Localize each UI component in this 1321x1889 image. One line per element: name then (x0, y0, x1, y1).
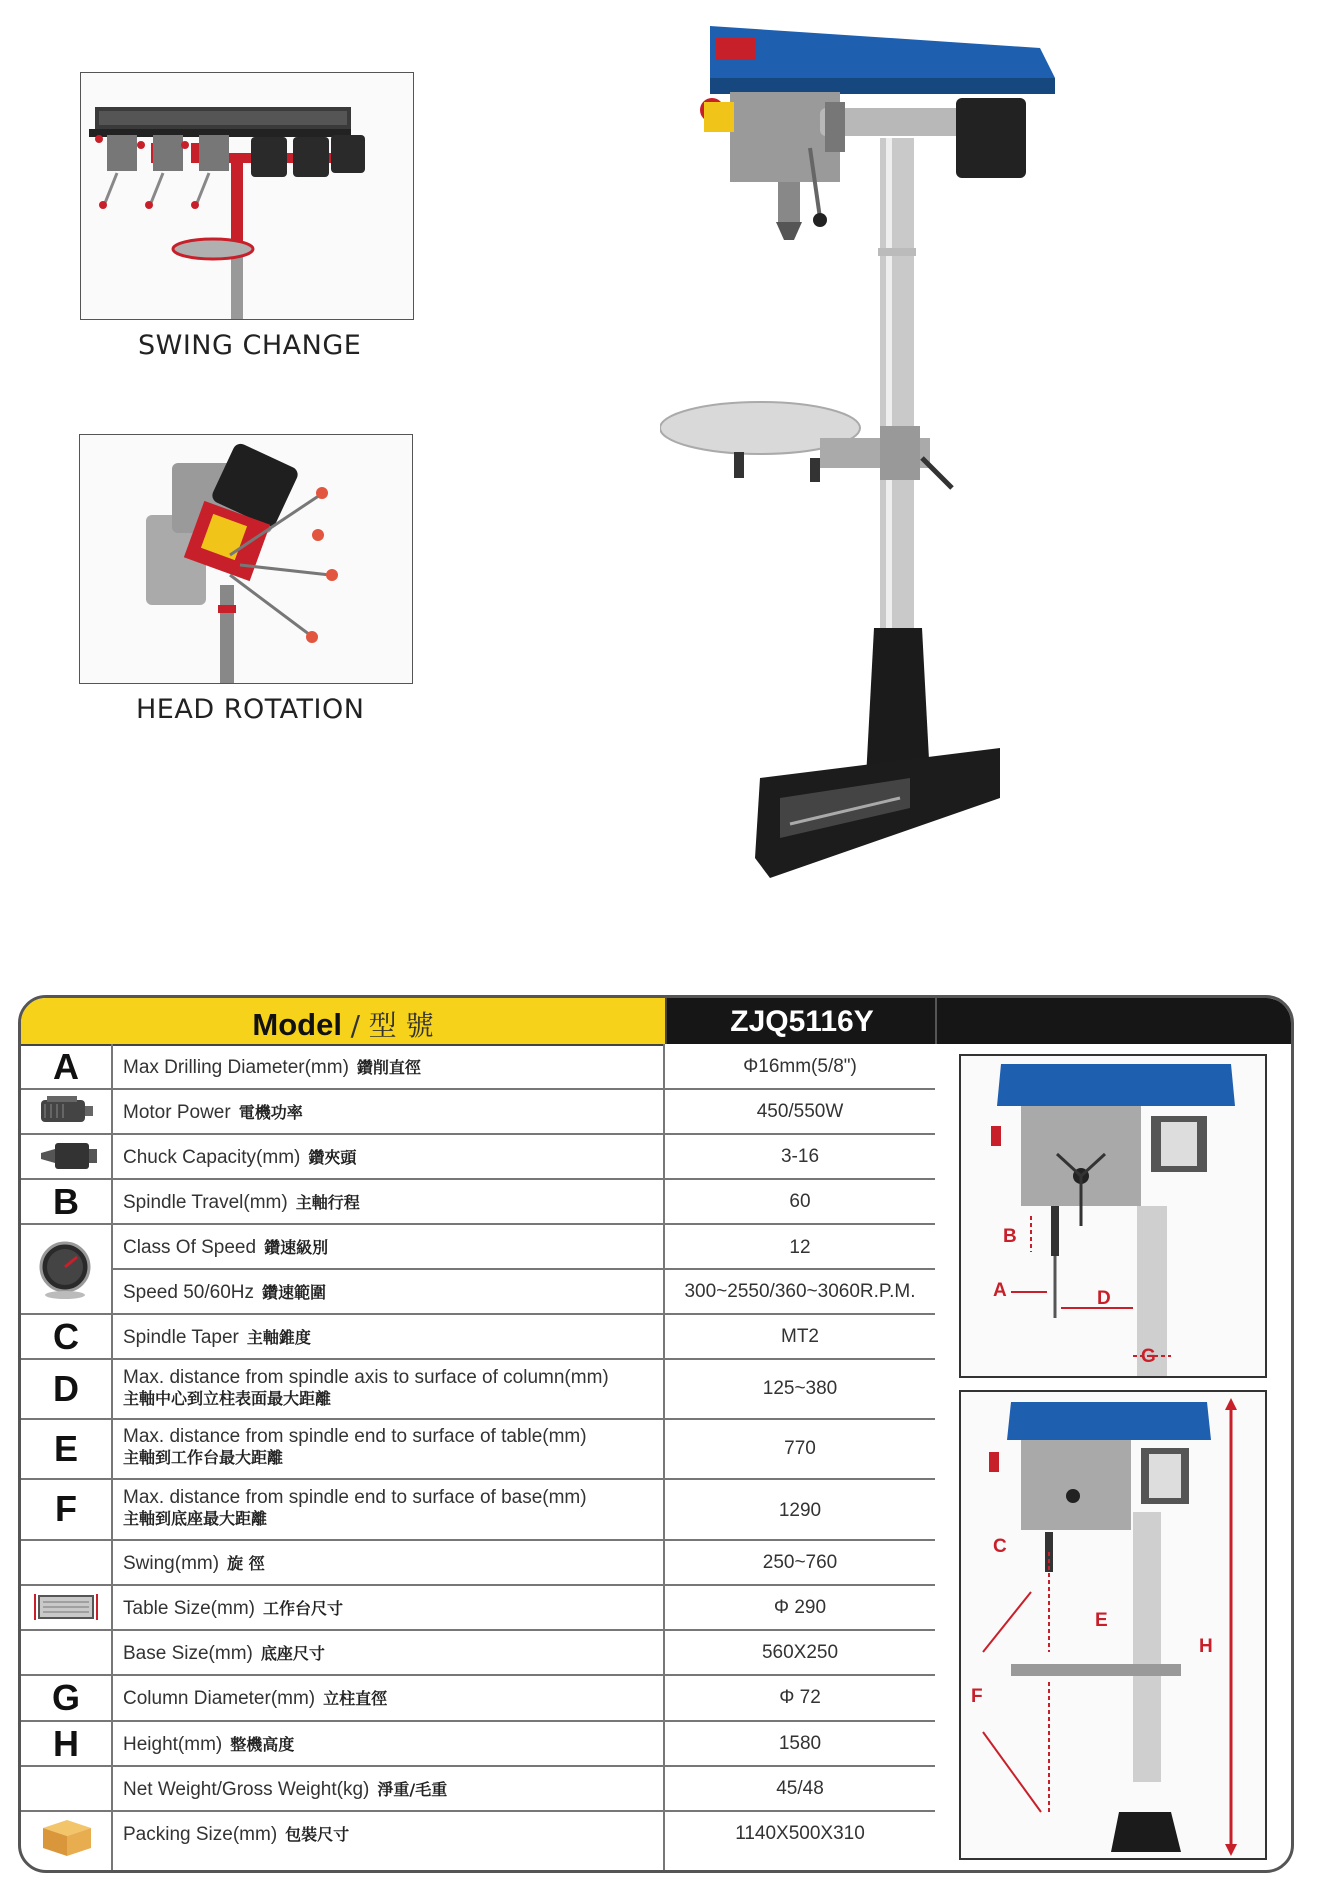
row-letter: G (51, 1677, 80, 1718)
table-header-model (21, 998, 665, 1046)
row-label-zh: 主軸到底座最大距離 (123, 1509, 268, 1528)
spec-row (21, 1810, 935, 1870)
spec-row (21, 1539, 935, 1586)
row-label-en: Net Weight/Gross Weight(kg) (123, 1779, 370, 1800)
row-label-en: Max. distance from spindle end to surface of base(mm) (123, 1487, 587, 1508)
row-label-en: Spindle Travel(mm) (123, 1192, 288, 1213)
row-label-zh: 主軸行程 (295, 1193, 360, 1212)
spec-row (21, 1133, 935, 1180)
spec-row (21, 1765, 935, 1812)
row-label-en: Speed 50/60Hz (123, 1282, 254, 1303)
spec-row (21, 1358, 935, 1420)
diagram-label-a: A (993, 1280, 1007, 1301)
row-label-en: Spindle Taper (123, 1327, 239, 1348)
row-label-zh: 鑽速級別 (264, 1238, 329, 1257)
spec-row (21, 1584, 935, 1631)
model-number: ZJQ5116Y (730, 1005, 874, 1038)
row-value: 560X250 (761, 1642, 839, 1663)
row-value: Φ16mm(5/8") (743, 1056, 857, 1077)
row-label-zh: 鑽夾頭 (308, 1148, 357, 1167)
row-value: 45/48 (776, 1778, 824, 1799)
dimension-diagram-bottom (959, 1390, 1267, 1860)
row-label-zh: 立柱直徑 (323, 1689, 388, 1708)
row-label-zh: 工作台尺寸 (262, 1599, 343, 1618)
row-label-zh: 鑽削直徑 (356, 1058, 421, 1077)
model-zh-label: 型 號 (368, 1009, 434, 1042)
gauge-icon (21, 1225, 111, 1313)
swing-change-photo (80, 72, 414, 320)
row-value: MT2 (781, 1326, 819, 1347)
row-value: 450/550W (756, 1101, 844, 1122)
head-rotation-photo (79, 434, 413, 684)
swing-change-caption: SWING CHANGE (138, 330, 362, 361)
spec-row (21, 1313, 935, 1360)
spec-table (18, 995, 1294, 1873)
model-separator: / (350, 1009, 361, 1042)
spec-row (21, 1478, 935, 1541)
row-value: 300~2550/360~3060R.P.M. (684, 1281, 916, 1302)
row-value: 250~760 (762, 1552, 838, 1573)
row-value: 125~380 (762, 1378, 838, 1399)
spec-row (21, 1044, 935, 1090)
row-value: 1580 (778, 1733, 822, 1754)
spec-row (21, 1178, 935, 1225)
row-label-zh: 底座尺寸 (260, 1644, 325, 1663)
row-letter: A (53, 1046, 79, 1087)
model-en-label: Model (252, 1007, 342, 1042)
diagram-label-c: C (993, 1536, 1007, 1557)
row-label-zh: 主軸到工作台最大距離 (123, 1448, 284, 1467)
table-header-blank (935, 998, 1291, 1044)
spec-row (21, 1629, 935, 1676)
diagram-label-d: D (1097, 1288, 1111, 1309)
spec-row (21, 1720, 935, 1767)
row-label-en: Packing Size(mm) (123, 1824, 278, 1845)
diagram-label-e: E (1095, 1610, 1108, 1631)
gauge-icon-cell (21, 1225, 113, 1313)
table-header-value (665, 998, 937, 1044)
row-label-en: Class Of Speed (123, 1237, 257, 1258)
motor-icon (21, 1088, 111, 1133)
box-icon (21, 1810, 111, 1860)
row-label-zh: 整機高度 (230, 1735, 295, 1754)
row-label-en: Max. distance from spindle end to surface of table(mm) (123, 1426, 587, 1447)
row-label-en: Height(mm) (123, 1734, 223, 1755)
spec-row (21, 1418, 935, 1480)
row-label-zh: 電機功率 (238, 1103, 303, 1122)
diagram-label-h: H (1199, 1636, 1213, 1657)
row-letter: E (53, 1428, 78, 1469)
spec-row (21, 1674, 935, 1722)
row-label-zh: 包裝尺寸 (285, 1825, 350, 1844)
head-rotation-caption: HEAD ROTATION (136, 694, 365, 725)
drill-press-photo (660, 18, 1060, 878)
diagram-label-b: B (1003, 1226, 1017, 1247)
row-label-en: Column Diameter(mm) (123, 1688, 316, 1709)
diagram-label-f: F (971, 1686, 983, 1707)
row-label-zh: 鑽速範圍 (262, 1283, 327, 1302)
row-value: 1290 (778, 1500, 822, 1521)
spec-row (21, 1223, 935, 1270)
row-value: Φ 72 (779, 1687, 821, 1708)
row-letter: F (55, 1488, 77, 1529)
row-letter: H (53, 1723, 79, 1764)
row-label-zh: 主軸錐度 (246, 1328, 311, 1347)
spec-row (21, 1268, 935, 1315)
row-label-en: Table Size(mm) (123, 1598, 255, 1619)
row-letter: B (53, 1181, 79, 1222)
dimension-diagram-top (959, 1054, 1267, 1378)
row-label-en: Max Drilling Diameter(mm) (123, 1057, 349, 1078)
row-label-en: Max. distance from spindle axis to surface of column(mm) (123, 1367, 609, 1388)
row-label-en: Motor Power (123, 1102, 231, 1123)
table-icon (21, 1584, 111, 1629)
row-label-en: Chuck Capacity(mm) (123, 1147, 301, 1168)
row-value: 770 (784, 1438, 816, 1459)
row-value: 3-16 (780, 1146, 820, 1167)
row-value: 12 (789, 1237, 811, 1258)
spec-row (21, 1088, 935, 1135)
row-value: Φ 290 (773, 1597, 827, 1618)
chuck-icon (21, 1133, 111, 1178)
row-label-zh: 淨重/毛重 (377, 1780, 448, 1799)
row-value: 1140X500X310 (735, 1823, 865, 1844)
row-letter: D (53, 1368, 79, 1409)
row-value: 60 (789, 1191, 811, 1212)
row-label-en: Base Size(mm) (123, 1643, 253, 1664)
row-label-zh: 旋 徑 (227, 1554, 265, 1573)
row-label-zh: 主軸中心到立柱表面最大距離 (123, 1389, 332, 1408)
diagram-label-g: G (1141, 1346, 1156, 1367)
row-letter: C (53, 1316, 79, 1357)
row-label-en: Swing(mm) (123, 1553, 220, 1574)
